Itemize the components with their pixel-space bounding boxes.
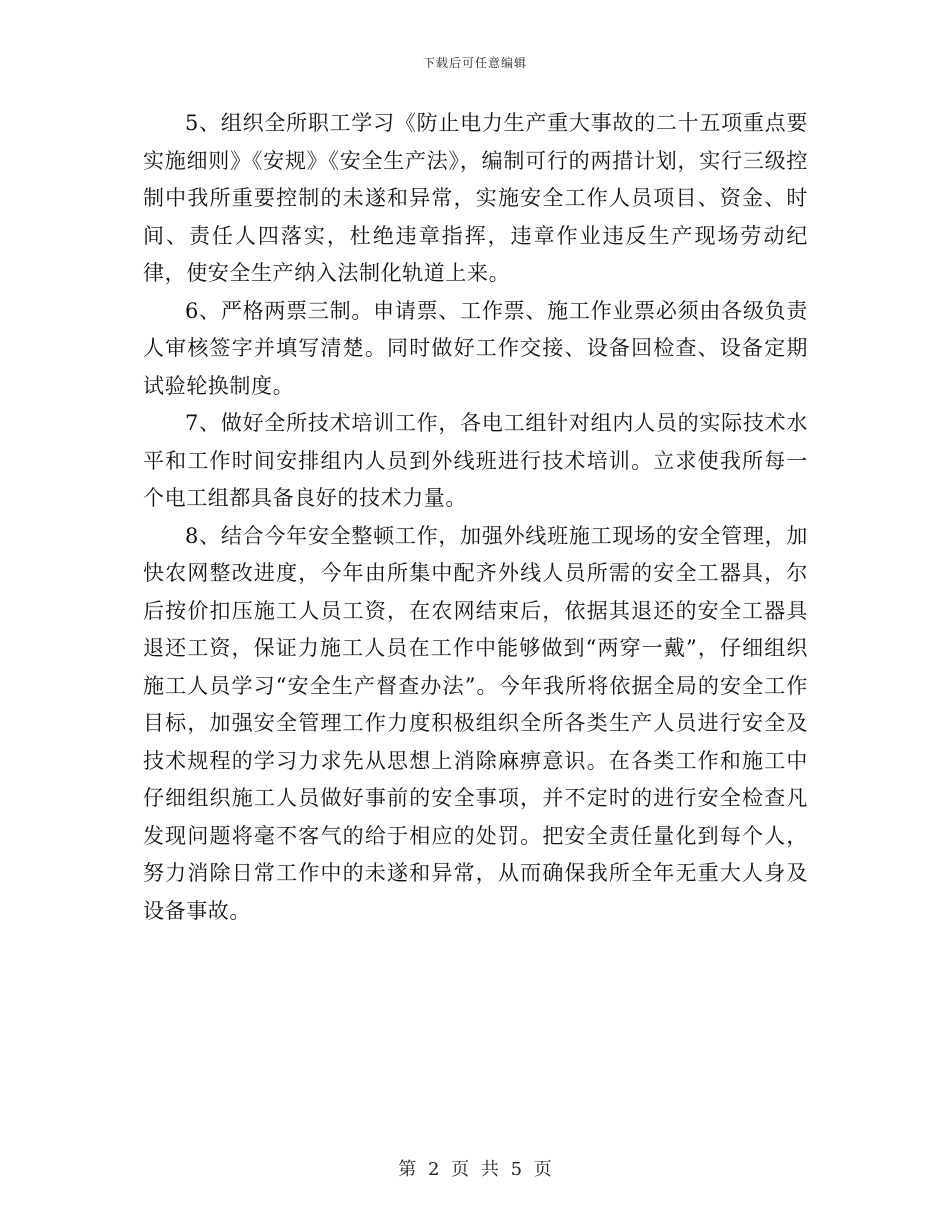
- paragraph-item-7: 7、做好全所技术培训工作，各电工组针对组内人员的实际技术水平和工作时间安排组内人员到外线班进行技术培训。立求使我所每一个电工组都具备良好的技术力量。: [143, 411, 808, 510]
- document-body: [143, 105, 808, 930]
- page-header-note: 下载后可任意编辑: [422, 56, 527, 70]
- page-number-footer: 第 2 页 共 5 页: [398, 1159, 552, 1180]
- paragraph-item-6: 6、严格两票三制。申请票、工作票、施工作业票必须由各级负责人审核签字并填写清楚。同时做好工作交接、设备回检查、设备定期试验轮换制度。: [143, 298, 808, 398]
- paragraph-item-8: 8、结合今年安全整顿工作，加强外线班施工现场的安全管理，加快农网整改进度，今年由所集中配齐外线人员所需的安全工器具，尔后按价扣压施工人员工资，在农网结束后，依据其退还的安全工器具退还工资，保证力施工人员在工作中能够做到“两穿一戴”，仔细组织施工人员学习“安全生产督查办法”。今年我所将依据全局的安全工作目标，加强安全管理工作力度积极组织全所各类生产人员进行安全及技术规程的学习力求先从思想上消除麻痹意识。在各类工作和施工中仔细组织施工人员做好事前的安全事项，并不定时的进行安全检查凡发现问题将毫不客气的给于相应的处罚。把安全责任量化到每个人，努力消除日常工作中的未遂和异常，从而确保我所全年无重大人身及设备事故。: [143, 523, 808, 923]
- paragraph-item-5: 5、组织全所职工学习《防止电力生产重大事故的二十五项重点要实施细则》《安规》《安全生产法》，编制可行的两措计划，实行三级控制中我所重要控制的未遂和异常，实施安全工作人员项目、资金、时间、责任人四落实，杜绝违章指挥，违章作业违反生产现场劳动纪律，使安全生产纳入法制化轨道上来。: [143, 111, 808, 285]
